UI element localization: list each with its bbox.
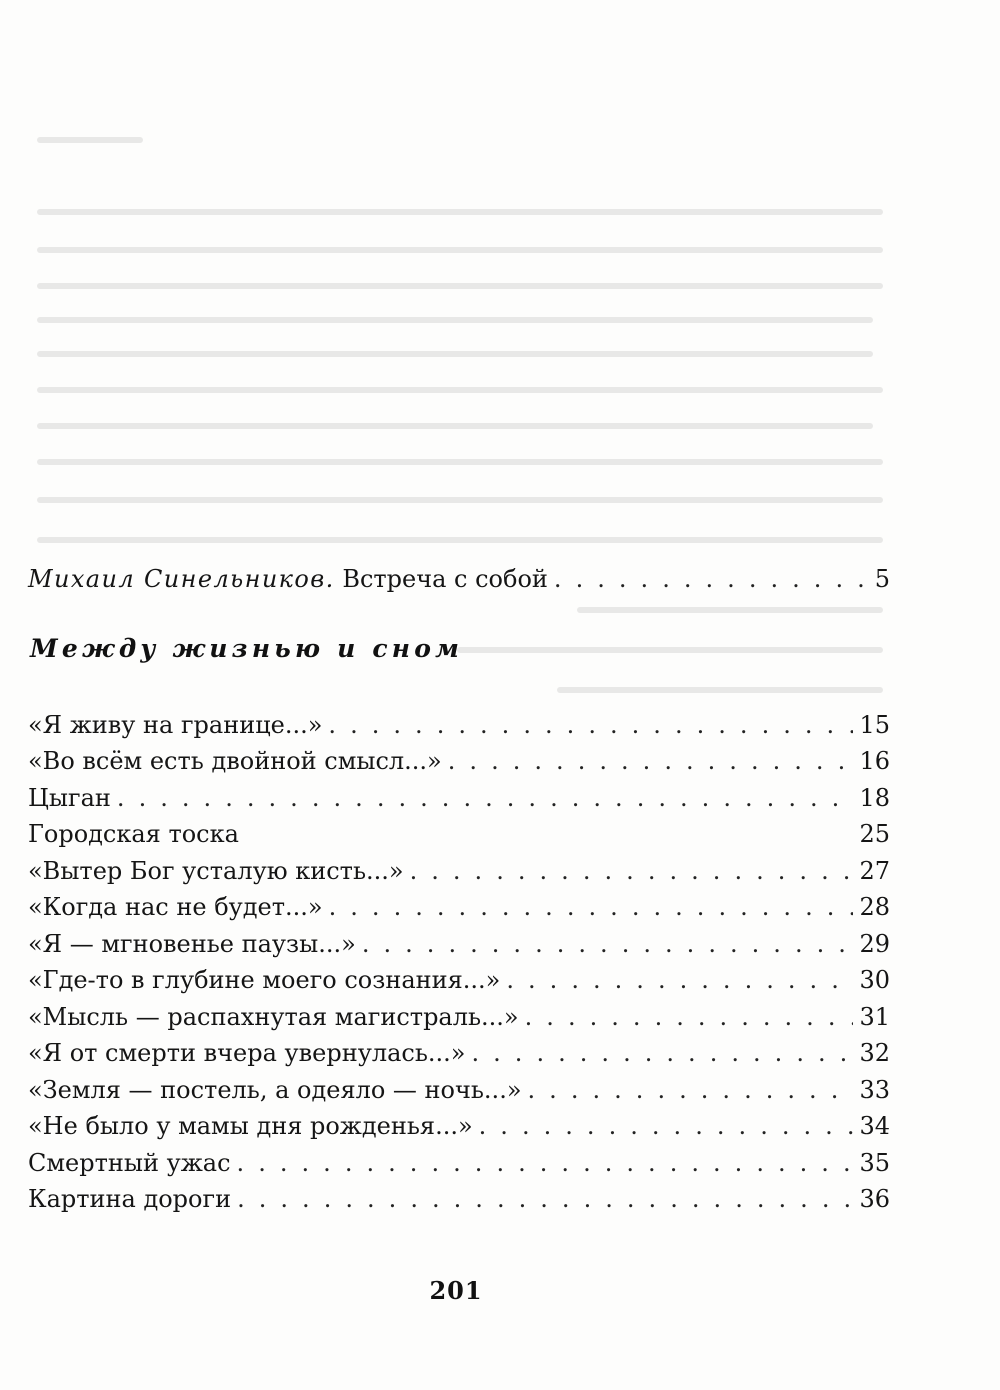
toc-dot-leader (237, 1148, 854, 1178)
toc-entry[interactable] (28, 1148, 890, 1178)
toc-page-number: 29 (859, 930, 890, 958)
toc-dot-leader (328, 710, 853, 740)
toc-entry-title: «Я от смерти вчера увернулась...» (28, 1039, 466, 1067)
toc-dot-leader (448, 746, 854, 776)
toc-entry[interactable] (28, 1002, 890, 1032)
toc-entry[interactable] (28, 1184, 890, 1214)
toc-page-number: 18 (859, 784, 890, 812)
toc-entry[interactable] (28, 1038, 890, 1068)
toc-page-number: 25 (859, 820, 890, 848)
section-heading: Между жизнью и сном (30, 634, 464, 663)
toc-entry[interactable] (28, 892, 890, 922)
toc-page-number: 34 (859, 1112, 890, 1140)
toc-entry-title: Городская тоска (28, 820, 239, 848)
toc-entry-title: «Я — мгновенье паузы...» (28, 930, 356, 958)
toc-page-number: 28 (859, 893, 890, 921)
toc-entry-title: «Земля — постель, а одеяло — ночь...» (28, 1076, 522, 1104)
toc-author-entry[interactable] (28, 564, 890, 594)
toc-entry-title: Цыган (28, 784, 111, 812)
toc-dot-leader (410, 856, 854, 886)
toc-page-number: 32 (859, 1039, 890, 1067)
toc-entry-title: «Я живу на границе...» (28, 711, 323, 739)
toc-dot-leader (329, 892, 854, 922)
toc-entry-title: Смертный ужас (28, 1149, 231, 1177)
toc-entry-title: «Где-то в глубине моего сознания...» (28, 966, 501, 994)
toc-entry[interactable] (28, 856, 890, 886)
toc-entry[interactable] (28, 783, 890, 813)
toc-dot-leader (471, 1038, 853, 1068)
toc-page-number: 36 (859, 1185, 890, 1213)
toc-dot-leader (362, 929, 854, 959)
toc-entry-title-wrapper (28, 564, 554, 594)
toc-page-number: 35 (859, 1149, 890, 1177)
toc-entry-title: «Во всём есть двойной смысл...» (28, 747, 442, 775)
toc-page-number: 30 (859, 966, 890, 994)
toc-entry[interactable] (28, 1111, 890, 1141)
toc-page-number: 16 (859, 747, 890, 775)
toc-author-name: Михаил Синельников. (28, 565, 335, 593)
toc-entry-title: «Вытер Бог усталую кисть...» (28, 857, 404, 885)
toc-entry-title: «Когда нас не будет...» (28, 893, 323, 921)
page-number: 201 (429, 1276, 483, 1305)
toc-dot-leader (237, 1184, 853, 1214)
toc-entry[interactable] (28, 710, 890, 740)
toc-entry[interactable] (28, 929, 890, 959)
toc-entry-title: Встреча с собой (342, 565, 548, 593)
toc-dot-leader (117, 783, 854, 813)
toc-entry[interactable] (28, 746, 890, 776)
toc-entry[interactable] (28, 965, 890, 995)
toc-page-number: 15 (859, 711, 890, 739)
toc-entry[interactable] (28, 819, 890, 849)
toc-dot-leader (554, 564, 869, 594)
toc-entry-title: Картина дороги (28, 1185, 232, 1213)
toc-page-number: 27 (859, 857, 890, 885)
toc-page-number: 31 (859, 1003, 890, 1031)
toc-entry-title: «Мысль — распахнутая магистраль...» (28, 1003, 519, 1031)
toc-dot-leader (506, 965, 853, 995)
toc-dot-leader (479, 1111, 854, 1141)
toc-entry[interactable] (28, 1075, 890, 1105)
toc-page-number: 5 (874, 565, 890, 593)
toc-dot-leader (525, 1002, 854, 1032)
toc-entry-title: «Не было у мамы дня рожденья...» (28, 1112, 473, 1140)
toc-dot-leader (528, 1075, 854, 1105)
toc-page-number: 33 (859, 1076, 890, 1104)
